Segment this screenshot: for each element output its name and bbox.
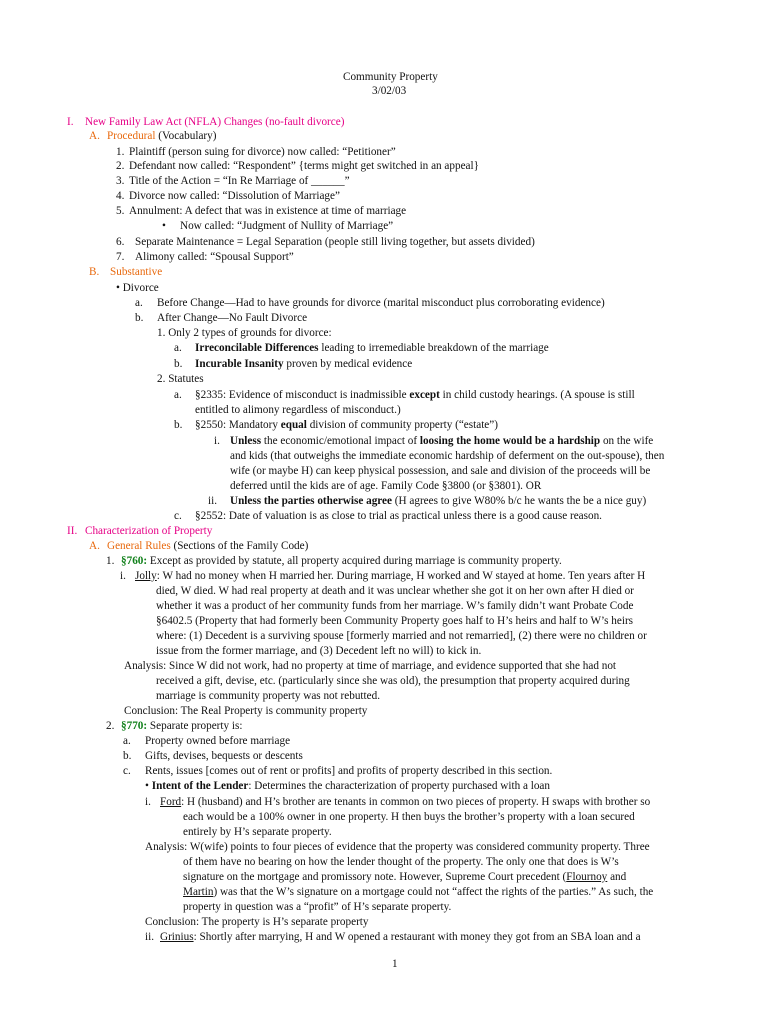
analysis-text: Analysis: W(wife) points to four pieces of evidence that the property was considered community property. Three	[145, 841, 650, 853]
bullet-divorce: • Divorce	[116, 282, 159, 294]
list-item-num: 3.	[116, 175, 125, 187]
case-text: each would be a 100% owner in one property. H then buys the brother’s property with a loan secured	[183, 811, 635, 823]
list-letter: a.	[123, 735, 131, 747]
analysis-text: of them have no bearing on how the lender thought of the property. The only one that does is W’s	[183, 856, 619, 868]
list-item: 1. Only 2 types of grounds for divorce:	[157, 327, 332, 339]
list-item: 2. Statutes	[157, 373, 204, 385]
conclusion-text: Conclusion: The property is H’s separate property	[145, 916, 369, 928]
list-item: Plaintiff (person suing for divorce) now called: “Petitioner”	[129, 146, 396, 158]
list-item: Property owned before marriage	[145, 735, 291, 747]
list-letter: b.	[174, 419, 183, 431]
list-letter: c.	[123, 765, 131, 777]
list-item: Defendant now called: “Respondent” {terms might get switched in an appeal}	[129, 160, 479, 172]
list-item: After Change—No Fault Divorce	[157, 312, 308, 324]
list-item: Rents, issues [comes out of rent or profits] and profits of property described in this section.	[145, 765, 553, 777]
list-item-continued: and kids (that outweighs the immediate economic hardship of deferment on the out-spouse), then	[230, 450, 665, 462]
analysis-text: received a gift, devise, etc. (particularly since she was old), the presumption that property acquired during	[156, 675, 630, 687]
rule-number: 2.	[106, 720, 115, 732]
list-item: Unless the economic/emotional impact of loosing the home would be a hardship on the wife	[230, 435, 654, 447]
analysis-text: marriage is community property was not rebutted.	[156, 690, 381, 702]
case-text: issue from the former marriage, and (3) Decedent left no will) to kick in.	[156, 645, 482, 657]
subsection-general-rules: General Rules (Sections of the Family Code)	[107, 540, 309, 552]
list-item: Alimony called: “Spousal Support”	[135, 251, 294, 263]
doc-title: Community Property	[343, 71, 438, 83]
case-text: entirely by H’s separate property.	[183, 826, 332, 838]
list-item: Divorce now called: “Dissolution of Marriage”	[129, 190, 340, 202]
list-item: §2550: Mandatory equal division of community property (“estate”)	[195, 419, 498, 431]
list-letter: a.	[174, 342, 182, 354]
list-item: Separate Maintenance = Legal Separation (people still living together, but assets divided)	[135, 236, 535, 248]
list-item: Irreconcilable Differences leading to irremediable breakdown of the marriage	[195, 342, 549, 354]
section-2-number: II.	[67, 525, 78, 537]
list-item-continued: deferred until the kids are of age. Family Code §3800 (or §3801). OR	[230, 480, 542, 492]
page-number: 1	[392, 958, 398, 970]
subsection-a-number: A.	[89, 130, 100, 142]
case-text: whether it was a product of her community funds from her marriage. W’s family didn’t want Probate Code	[156, 600, 634, 612]
analysis-text: signature on the mortgage and promissory note. However, Supreme Court precedent (Flournoy and	[183, 871, 627, 883]
rule-770: §770: Separate property is:	[121, 720, 243, 732]
analysis-text: Analysis: Since W did not work, had no property at time of marriage, and evidence supported that she had not	[124, 660, 617, 672]
subsection-procedural: Procedural (Vocabulary)	[107, 130, 217, 142]
list-letter: a.	[135, 297, 143, 309]
list-letter: a.	[174, 389, 182, 401]
section-1-number: I.	[67, 116, 74, 128]
list-roman: i.	[214, 435, 220, 447]
list-roman: i.	[120, 570, 126, 582]
list-item-num: 5.	[116, 205, 125, 217]
section-2-title: Characterization of Property	[85, 525, 213, 537]
list-roman: i.	[145, 796, 151, 808]
rule-number: 1.	[106, 555, 115, 567]
list-item-num: 7.	[116, 251, 125, 263]
list-letter: c.	[174, 510, 182, 522]
case-grinius: Grinius: Shortly after marrying, H and W opened a restaurant with money they got from an SBA loan and a	[160, 931, 641, 943]
list-item-num: 4.	[116, 190, 125, 202]
case-text: §6402.5 (Property that had formerly been Community Property goes half to H’s heirs and half to W’s heirs	[156, 615, 634, 627]
list-item: Unless the parties otherwise agree (H agrees to give W80% b/c he wants the be a nice guy)	[230, 495, 647, 507]
list-item: Incurable Insanity proven by medical evidence	[195, 358, 413, 370]
list-item-num: 1.	[116, 146, 125, 158]
list-letter: b.	[123, 750, 132, 762]
rule-760: §760: Except as provided by statute, all property acquired during marriage is community property.	[121, 555, 562, 567]
list-item-continued: entitled to alimony regardless of misconduct.)	[195, 404, 401, 416]
list-item: Gifts, devises, bequests or descents	[145, 750, 303, 762]
list-roman: ii.	[208, 495, 218, 507]
bullet-item: Now called: “Judgment of Nullity of Marriage”	[180, 220, 394, 232]
subsection-substantive: Substantive	[110, 266, 163, 278]
list-letter: b.	[174, 358, 183, 370]
intent-of-lender: • Intent of the Lender: Determines the characterization of property purchased with a loan	[145, 780, 550, 792]
list-item: §2552: Date of valuation is as close to trial as practical unless there is a good cause reason.	[195, 510, 602, 522]
list-item: Title of the Action = “In Re Marriage of ______”	[129, 175, 350, 187]
list-item-num: 6.	[116, 236, 125, 248]
case-ford: Ford: H (husband) and H’s brother are tenants in common on two pieces of property. H swaps with brother so	[160, 796, 651, 808]
list-item: Before Change—Had to have grounds for divorce (marital misconduct plus corroborating evidence)	[157, 297, 605, 309]
subsection-a-number: A.	[89, 540, 100, 552]
subsection-b-number: B.	[89, 266, 100, 278]
case-text: where: (1) Decedent is a surviving spouse [formerly married and not remarried], (2) there were no children or	[156, 630, 647, 642]
conclusion-text: Conclusion: The Real Property is community property	[124, 705, 368, 717]
case-text: died, W died. W had real property at death and it was unclear whether she got it on her own after H died or	[156, 585, 634, 597]
case-jolly: Jolly: W had no money when H married her. During marriage, H worked and W stayed at home. Ten years after H	[135, 570, 646, 582]
analysis-text: Martin) was that the W’s signature on a mortgage could not “affect the rights of the parties.” As such, the	[183, 886, 654, 898]
analysis-text: property in question was a “profit” of H’s separate property.	[183, 901, 452, 913]
list-item-num: 2.	[116, 160, 125, 172]
section-1-title: New Family Law Act (NFLA) Changes (no-fault divorce)	[85, 116, 345, 128]
bullet-icon: •	[162, 220, 166, 232]
doc-date: 3/02/03	[372, 85, 407, 97]
list-item: Annulment: A defect that was in existence at time of marriage	[129, 205, 407, 217]
list-roman: ii.	[145, 931, 155, 943]
list-item: §2335: Evidence of misconduct is inadmissible except in child custody hearings. (A spouse is still	[195, 389, 635, 401]
list-item-continued: wife (or maybe H) can keep physical possession, and sale and division of the proceeds will be	[230, 465, 651, 477]
list-letter: b.	[135, 312, 144, 324]
